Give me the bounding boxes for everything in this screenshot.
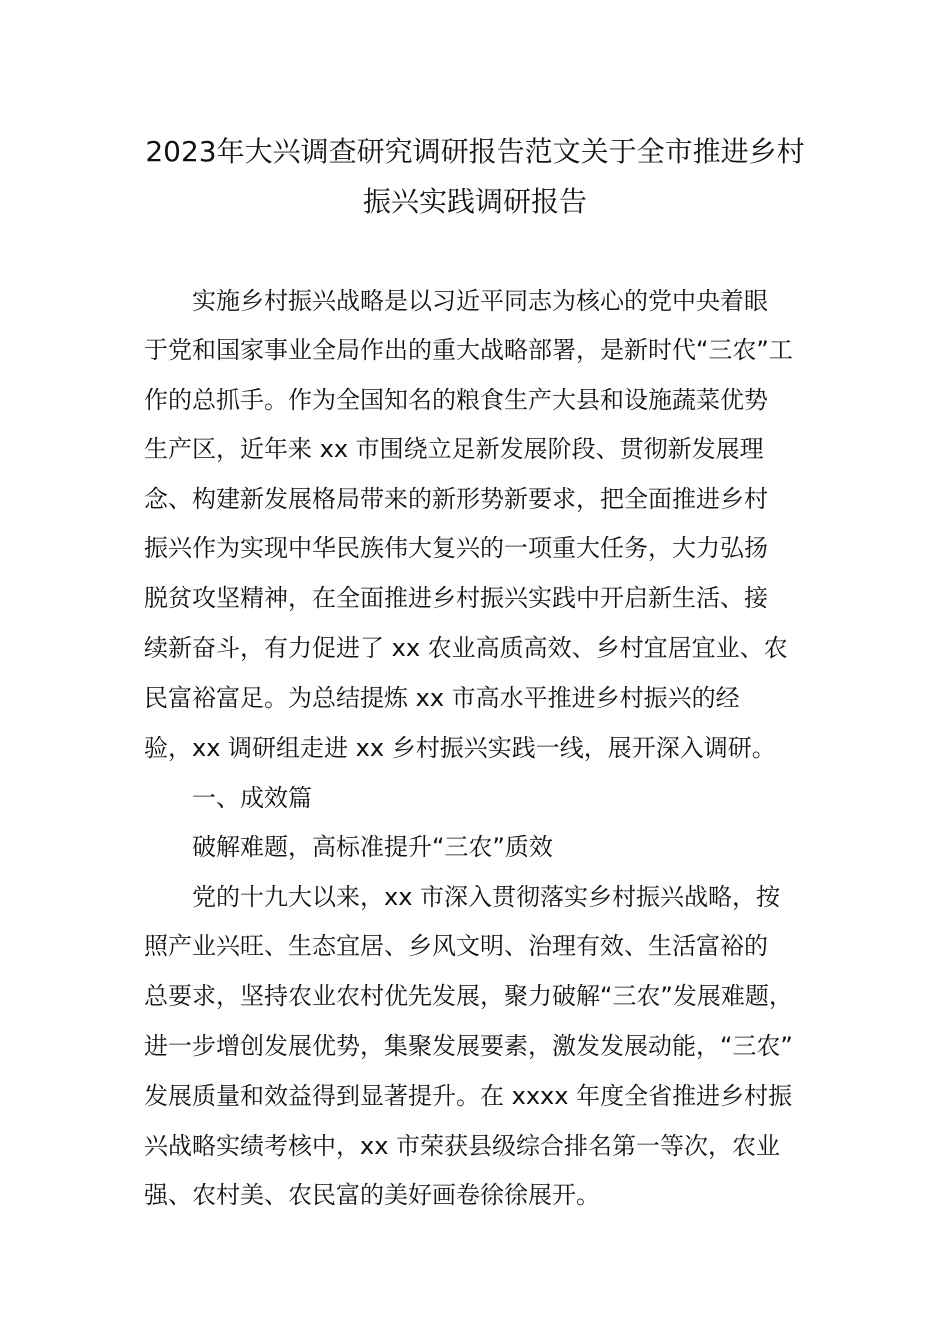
paragraph-2-line: 发展质量和效益得到显著提升。在 xxxx 年度全省推进乡村振	[144, 1082, 793, 1110]
paragraph-1-line: 实施乡村振兴战略是以习近平同志为核心的党中央着眼	[192, 287, 768, 315]
paragraph-2-line: 兴战略实绩考核中，xx 市荣获县级综合排名第一等次，农业	[144, 1132, 781, 1160]
paragraph-1-line: 振兴作为实现中华民族伟大复兴的一项重大任务，大力弘扬	[144, 534, 768, 562]
paragraph-1-line: 验，xx 调研组走进 xx 乡村振兴实践一线，展开深入调研。	[144, 734, 776, 762]
paragraph-1-line: 生产区，近年来 xx 市围绕立足新发展阶段、贯彻新发展理	[144, 435, 764, 463]
paragraph-1-line: 续新奋斗，有力促进了 xx 农业高质高效、乡村宜居宜业、农	[144, 634, 788, 662]
paragraph-1-line: 作的总抓手。作为全国知名的粮食生产大县和设施蔬菜优势	[144, 386, 768, 414]
paragraph-1-line: 脱贫攻坚精神，在全面推进乡村振兴实践中开启新生活、接	[144, 584, 768, 612]
paragraph-1-line: 念、构建新发展格局带来的新形势新要求，把全面推进乡村	[144, 485, 768, 513]
paragraph-2-line: 强、农村美、农民富的美好画卷徐徐展开。	[144, 1181, 600, 1209]
paragraph-2-line: 总要求，坚持农业农村优先发展，聚力破解“三农”发展难题，	[144, 982, 793, 1010]
paragraph-2-line: 照产业兴旺、生态宜居、乡风文明、治理有效、生活富裕的	[144, 932, 768, 960]
paragraph-1-line: 民富裕富足。为总结提炼 xx 市高水平推进乡村振兴的经	[144, 684, 740, 712]
paragraph-2-line: 党的十九大以来，xx 市深入贯彻落实乡村振兴战略，按	[192, 883, 781, 911]
paragraph-2-line: 进一步增创发展优势，集聚发展要素，激发发展动能，“三农”	[144, 1032, 793, 1060]
section-heading: 一、成效篇	[192, 784, 312, 812]
subheading: 破解难题，高标准提升“三农”质效	[192, 833, 553, 861]
document-title-line-2: 振兴实践调研报告	[362, 185, 587, 218]
paragraph-1-line: 于党和国家事业全局作出的重大战略部署，是新时代“三农”工	[144, 336, 793, 364]
document-title-line-1: 2023年大兴调查研究调研报告范文关于全市推进乡村	[145, 135, 805, 168]
